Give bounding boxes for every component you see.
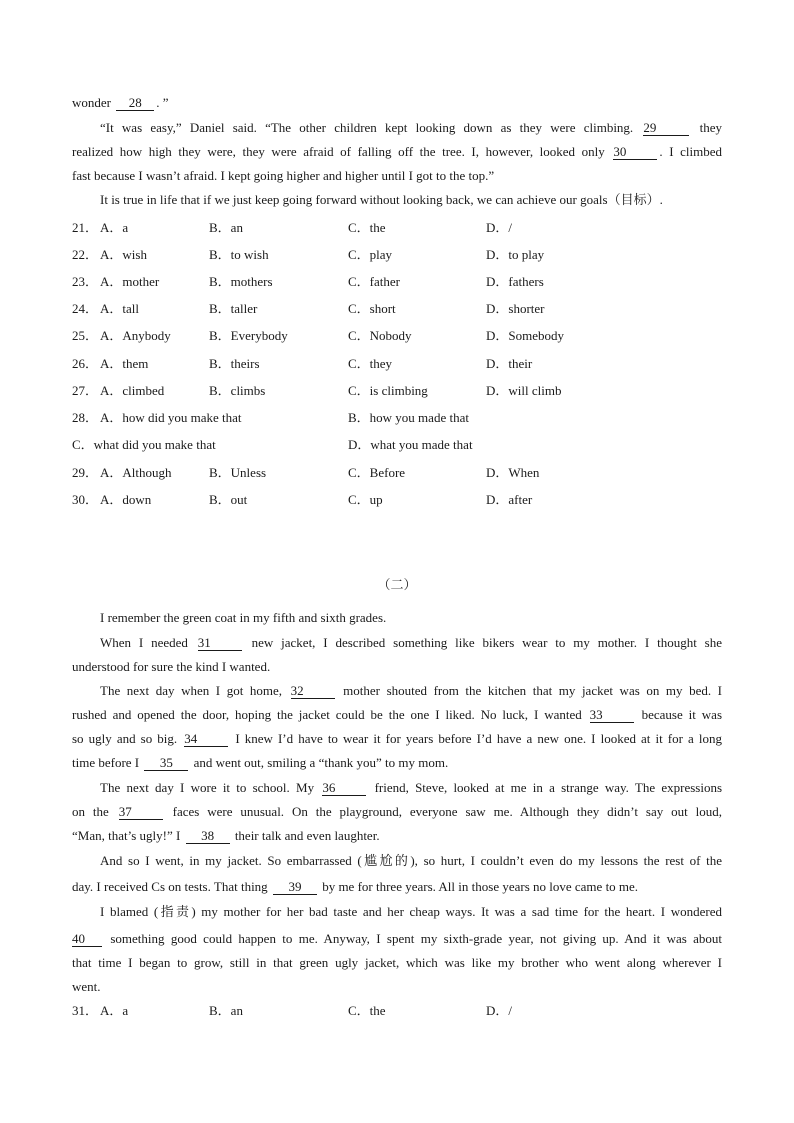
- text: The next day when I got home,: [100, 683, 283, 698]
- text: “Man, that’s ugly!” I: [72, 828, 181, 843]
- option-c: C．is climbing: [348, 383, 428, 398]
- option-d: D．what you made that: [348, 437, 473, 452]
- option-b: B．out: [209, 492, 248, 507]
- text: When I needed: [100, 635, 188, 650]
- passage2-line-16: went.: [72, 979, 101, 994]
- blank-28: 28: [116, 96, 154, 111]
- option-a: A．them: [100, 356, 149, 371]
- option-c: C．up: [348, 492, 383, 507]
- passage2-line-12: [72, 879, 722, 895]
- option-d: D．to play: [486, 247, 545, 262]
- passage2-line-2: [72, 635, 722, 651]
- option-a: A．how did you make that: [100, 410, 242, 425]
- text: wonder: [72, 95, 111, 110]
- option-a: A．climbed: [100, 383, 165, 398]
- passage2-line-8: [72, 780, 722, 796]
- blank-31: 31: [198, 636, 242, 651]
- option-d: D．shorter: [486, 301, 545, 316]
- passage2-line-5: [72, 707, 722, 723]
- question-number: 24．: [72, 301, 99, 316]
- option-b: B．Everybody: [209, 328, 288, 343]
- text: “It was easy,” Daniel said. “The other children kept looking down as they were climbing.: [100, 120, 634, 135]
- text: their talk and even laughter.: [234, 828, 380, 843]
- passage2-line-7: [72, 755, 722, 771]
- blank-37: 37: [119, 805, 163, 820]
- option-b: B．climbs: [209, 383, 266, 398]
- question-number: 29．: [72, 465, 99, 480]
- option-c: C．Nobody: [348, 328, 412, 343]
- blank-30: 30: [613, 145, 657, 160]
- option-a: A．tall: [100, 301, 139, 316]
- passage2-line-11: And so I went, in my jacket. So embarrassed (尴尬的), so hurt, I couldn’t even do my lessons the rest of the: [100, 853, 722, 868]
- text: and went out, smiling a “thank you” to my mom.: [193, 755, 449, 770]
- question-number: 21．: [72, 220, 99, 235]
- passage1-line-3: [72, 144, 722, 160]
- passage2-line-9: [72, 804, 722, 820]
- text: faces were unusual. On the playground, everyone saw me. Although they didn’t say out loud,: [172, 804, 723, 819]
- text: on the: [72, 804, 109, 819]
- option-a: A．Anybody: [100, 328, 171, 343]
- option-a: A．down: [100, 492, 152, 507]
- blank-34: 34: [184, 732, 228, 747]
- option-a: A．Although: [100, 465, 172, 480]
- option-c: C．what did you make that: [72, 437, 216, 452]
- option-a: A．a: [100, 220, 129, 235]
- option-b: B．to wish: [209, 247, 269, 262]
- text: I knew I’d have to wear it for years before I’d have a new one. I looked at it for a long: [235, 731, 722, 746]
- option-b: B．how you made that: [348, 410, 469, 425]
- blank-38: 38: [186, 829, 230, 844]
- blank-33: 33: [590, 708, 634, 723]
- passage2-line-15: that time I began to grow, still in that green ugly jacket, which was like my brother who went along wherever I: [72, 955, 722, 970]
- passage2-line-6: [72, 731, 722, 747]
- blank-29: 29: [643, 121, 689, 136]
- option-a: A．a: [100, 1003, 129, 1018]
- option-a: A．mother: [100, 274, 160, 289]
- text: time before I: [72, 755, 140, 770]
- text: so ugly and so big.: [72, 731, 178, 746]
- option-d: D．fathers: [486, 274, 544, 289]
- option-d: D．their: [486, 356, 533, 371]
- passage1-line-5: It is true in life that if we just keep going forward without looking back, we can achieve our goals（目标）.: [100, 192, 663, 207]
- question-number: 22．: [72, 247, 99, 262]
- option-c: C．short: [348, 301, 396, 316]
- text: day. I received Cs on tests. That thing: [72, 879, 268, 894]
- option-c: C．play: [348, 247, 393, 262]
- text: . ”: [156, 95, 169, 110]
- text: realized how high they were, they were afraid of falling off the tree. I, however, looked only: [72, 144, 605, 159]
- question-number: 25．: [72, 328, 99, 343]
- option-b: B．taller: [209, 301, 258, 316]
- option-d: D．will climb: [486, 383, 562, 398]
- question-number: 27．: [72, 383, 99, 398]
- blank-35: 35: [144, 756, 188, 771]
- question-number: 26．: [72, 356, 99, 371]
- blank-32: 32: [291, 684, 335, 699]
- passage1-line-4: fast because I wasn’t afraid. I kept going higher and higher until I got to the top.”: [72, 168, 495, 183]
- passage2-line-3: understood for sure the kind I wanted.: [72, 659, 271, 674]
- passage2-line-14: [72, 931, 722, 947]
- text: something good could happen to me. Anyway, I spent my sixth-grade year, not giving up. And it was about: [110, 931, 723, 946]
- option-b: B．an: [209, 220, 243, 235]
- option-d: D．/: [486, 1003, 513, 1018]
- option-d: D．after: [486, 492, 533, 507]
- option-c: C．the: [348, 220, 386, 235]
- question-number: 30．: [72, 492, 99, 507]
- passage1-line-2: [72, 120, 722, 136]
- option-a: A．wish: [100, 247, 147, 262]
- option-c: C．Before: [348, 465, 406, 480]
- option-c: C．the: [348, 1003, 386, 1018]
- question-number: 31．: [72, 1003, 99, 1018]
- passage2-line-1: I remember the green coat in my fifth and sixth grades.: [100, 610, 387, 625]
- option-b: B．mothers: [209, 274, 273, 289]
- text: mother shouted from the kitchen that my jacket was on my bed. I: [343, 683, 723, 698]
- text: The next day I wore it to school. My: [100, 780, 315, 795]
- option-b: B．an: [209, 1003, 243, 1018]
- blank-36: 36: [322, 781, 366, 796]
- text: rushed and opened the door, hoping the jacket could be the one I liked. No luck, I wanted: [72, 707, 582, 722]
- text: friend, Steve, looked at me in a strange way. The expressions: [374, 780, 723, 795]
- text: new jacket, I described something like bikers wear to my mother. I thought she: [251, 635, 723, 650]
- text: by me for three years. All in those years no love came to me.: [322, 879, 639, 894]
- passage2-line-4: [72, 683, 722, 699]
- option-c: C．father: [348, 274, 400, 289]
- option-b: B．Unless: [209, 465, 267, 480]
- passage2-line-13: I blamed (指责) my mother for her bad taste and her cheap ways. It was a sad time for the heart. I wondered: [100, 904, 722, 919]
- text: because it was: [641, 707, 723, 722]
- passage1-line-1: [72, 95, 722, 111]
- option-d: D．Somebody: [486, 328, 565, 343]
- blank-40: 40: [72, 932, 102, 947]
- blank-39: 39: [273, 880, 317, 895]
- text: . I climbed: [659, 144, 722, 159]
- question-number: 23．: [72, 274, 99, 289]
- option-d: D．When: [486, 465, 540, 480]
- passage2-line-10: [72, 828, 722, 844]
- section-title: （二）: [377, 577, 417, 592]
- text: they: [699, 120, 723, 135]
- option-b: B．theirs: [209, 356, 260, 371]
- option-d: D．/: [486, 220, 513, 235]
- question-number: 28．: [72, 410, 99, 425]
- option-c: C．they: [348, 356, 393, 371]
